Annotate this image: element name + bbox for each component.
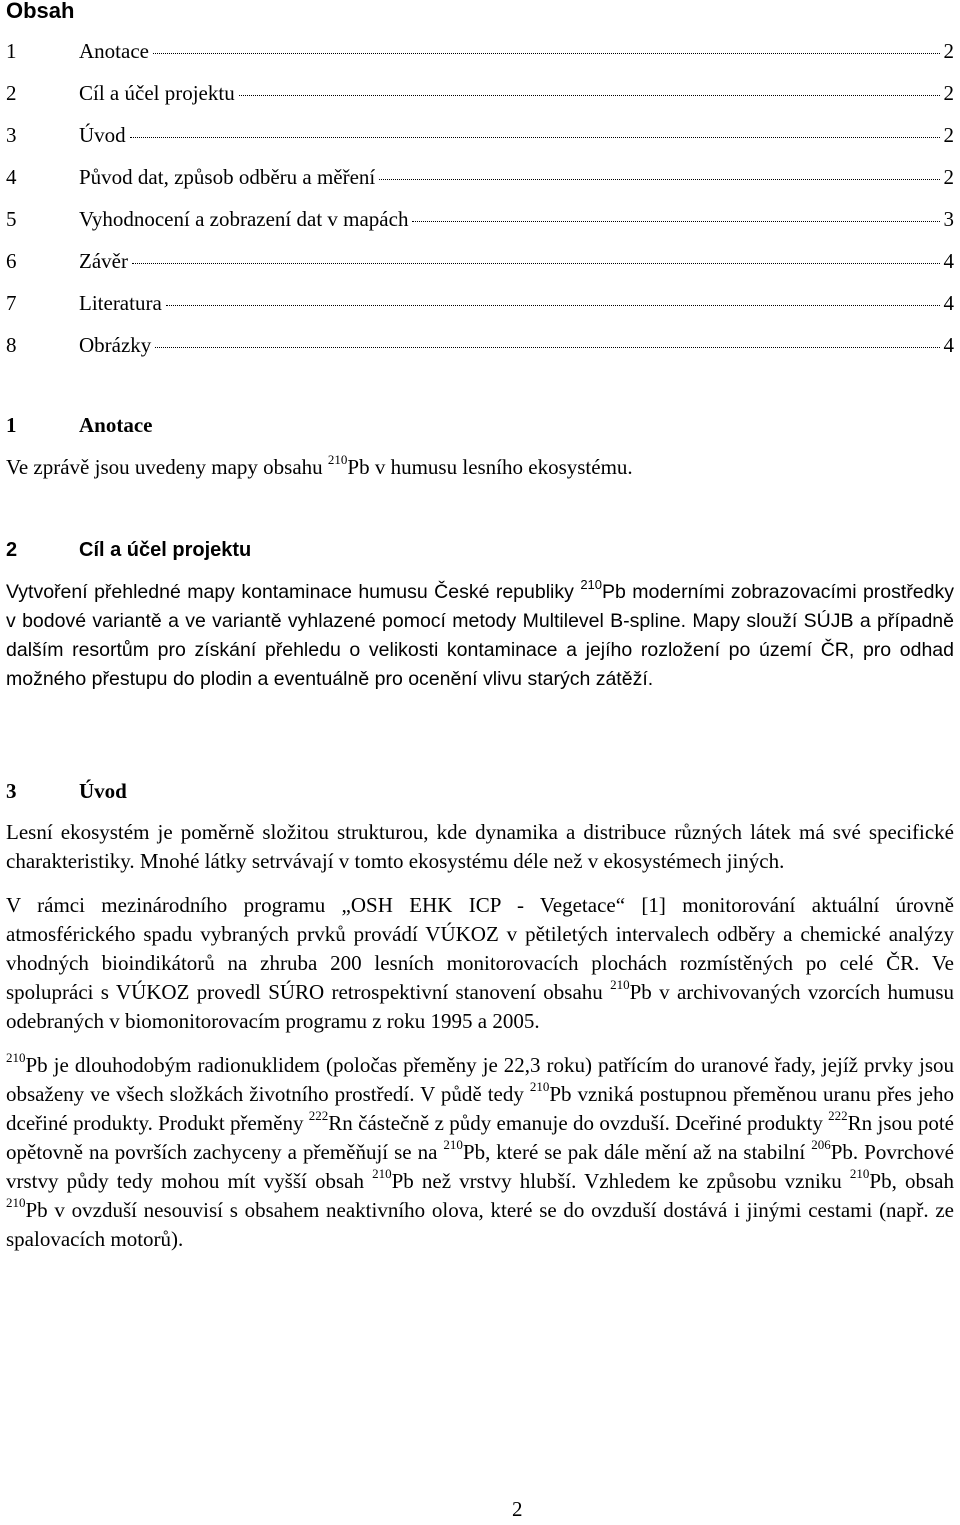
paragraph: Vytvoření přehledné mapy kontaminace humusu České republiky $^{210}$Pb moderními zobrazovacími prostředky v bodové variantě a ve variantě vyhlazené pomocí metody Multilevel B-spline. Mapy slouží SÚJB a případně dalším resortům pro získání přehledu o velikosti kontaminace a jejího rozložení po území ČR, pro odhad možného přestupu do plodin a eventuálně pro ocenění vlivu starých zátěží.	[6, 576, 955, 690]
toc-entry-number: 5	[6, 207, 17, 231]
toc-entry-page: 4	[943, 333, 954, 357]
toc-entry-number: 4	[6, 165, 17, 189]
toc-leader-dots	[239, 95, 940, 96]
section-heading	[6, 412, 954, 438]
toc-entry[interactable]	[6, 164, 954, 206]
isotope-mass-number: 210	[849, 1166, 870, 1181]
toc-entry-page: 2	[943, 123, 954, 147]
section-number: 3	[6, 779, 17, 803]
toc-entry-page: 4	[943, 249, 954, 273]
toc-leader-dots	[130, 137, 940, 138]
paragraph: Lesní ekosystém je poměrně složitou strukturou, kde dynamika a distribuce různých látek má své specifické charakteristiky. Mnohé látky setrvávají v tomto ekosystému déle než v ekosystémech jiných.	[6, 820, 954, 873]
toc-entry-title: Cíl a účel projektu	[79, 81, 235, 105]
isotope-mass-number: 210	[327, 452, 348, 467]
toc-entry-page: 2	[943, 39, 954, 63]
isotope-mass-number: 210	[372, 1166, 392, 1181]
toc-entry-number: 7	[6, 291, 17, 315]
toc-leader-dots	[155, 347, 939, 348]
toc-entry-number: 6	[6, 249, 17, 273]
section-anotace	[6, 412, 954, 482]
toc-entry[interactable]	[6, 206, 954, 248]
toc-entry-title: Vyhodnocení a zobrazení dat v mapách	[79, 207, 409, 231]
toc-entry-title: Anotace	[79, 39, 149, 63]
toc-leader-dots	[379, 179, 939, 180]
toc-leader-dots	[132, 263, 940, 264]
isotope-mass-number: 210	[529, 1079, 550, 1094]
toc-entry-page: 2	[943, 165, 954, 189]
toc-entry-page: 3	[943, 207, 954, 231]
section-cil	[6, 537, 954, 694]
table-of-contents	[6, 38, 954, 374]
toc-entry-number: 8	[6, 333, 17, 357]
toc-entry[interactable]	[6, 38, 954, 80]
isotope-mass-number: 222	[828, 1108, 848, 1123]
toc-entry-title: Literatura	[79, 291, 162, 315]
toc-entry[interactable]	[6, 80, 954, 122]
section-title: Cíl a účel projektu	[79, 539, 252, 561]
toc-entry-page: 2	[943, 81, 954, 105]
paragraph: $^{210}$Pb je dlouhodobým radionuklidem (poločas přeměny je 22,3 roku) patřícím do uranové řady, jejíž prvky jsou obsaženy ve všech složkách životního prostředí. V půdě tedy $^{210}$Pb vzniká postupnou přeměnou uranu přes jeho dceřiné produkty. Produkt přeměny $^{222}$Rn částečně z půdy emanuje do ovzduší. Dceřiné produkty $^{222}$Rn jsou poté opětovně na površích zachyceny a přeměňují se na $^{210}$Pb, které se pak dále mění až na stabilní $^{206}$Pb. Povrchové vrstvy půdy tedy mohou mít vyšší obsah $^{210}$Pb než vrstvy hlubší. Vzhledem ke způsobu vzniku $^{210}$Pb, obsah $^{210}$Pb v ovzduší nesouvisí s obsahem neaktivního olova, které se do ovzduší dostává i jinými cestami (např. ze spalovacích motorů).	[6, 1050, 954, 1251]
section-number: 2	[6, 539, 18, 561]
toc-entry-number: 1	[6, 39, 17, 63]
toc-entry[interactable]	[6, 122, 954, 164]
isotope-mass-number: 222	[308, 1108, 329, 1123]
section-heading	[6, 537, 954, 563]
toc-entry[interactable]	[6, 248, 954, 290]
toc-entry-title: Obrázky	[79, 333, 152, 357]
toc-entry-number: 2	[6, 81, 17, 105]
toc-leader-dots	[412, 221, 939, 222]
section-number: 1	[6, 413, 17, 437]
isotope-mass-number: 210	[443, 1137, 463, 1152]
toc-entry-number: 3	[6, 123, 17, 147]
paragraph: Ve zprávě jsou uvedeny mapy obsahu $^{210}$Pb v humusu lesního ekosystému.	[6, 452, 633, 479]
isotope-mass-number: 210	[580, 576, 603, 592]
page-number: 2	[512, 1497, 523, 1521]
isotope-mass-number: 210	[6, 1050, 26, 1065]
toc-leader-dots	[153, 53, 940, 54]
toc-heading: Obsah	[6, 0, 75, 23]
section-uvod	[6, 778, 954, 1254]
toc-entry-title: Původ dat, způsob odběru a měření	[79, 165, 376, 189]
toc-entry-title: Úvod	[79, 123, 126, 147]
paragraph: V rámci mezinárodního programu „OSH EHK ICP - Vegetace“ [1] monitorování aktuální úrovně atmosférického spadu vybraných prvků provádí VÚKOZ v pětiletých intervalech odběry a chemické analýzy vhodných bioindikátorů na zhruba 200 lesních monitorovacích plochách rozmístěných po celé ČR. Ve spolupráci s VÚKOZ provedl SÚRO retrospektivní stanovení obsahu $^{210}$Pb v archivovaných vzorcích humusu odebraných v biomonitorovacím programu z roku 1995 a 2005.	[6, 893, 954, 1033]
isotope-mass-number: 206	[811, 1137, 831, 1152]
toc-entry-title: Závěr	[79, 249, 128, 273]
toc-leader-dots	[166, 305, 940, 306]
toc-entry[interactable]	[6, 290, 954, 332]
section-heading	[6, 778, 954, 804]
toc-entry-page: 4	[943, 291, 954, 315]
isotope-mass-number: 210	[6, 1195, 26, 1210]
section-title: Úvod	[79, 779, 127, 803]
section-title: Anotace	[79, 413, 153, 437]
isotope-mass-number: 210	[610, 977, 630, 992]
toc-entry[interactable]	[6, 332, 954, 374]
